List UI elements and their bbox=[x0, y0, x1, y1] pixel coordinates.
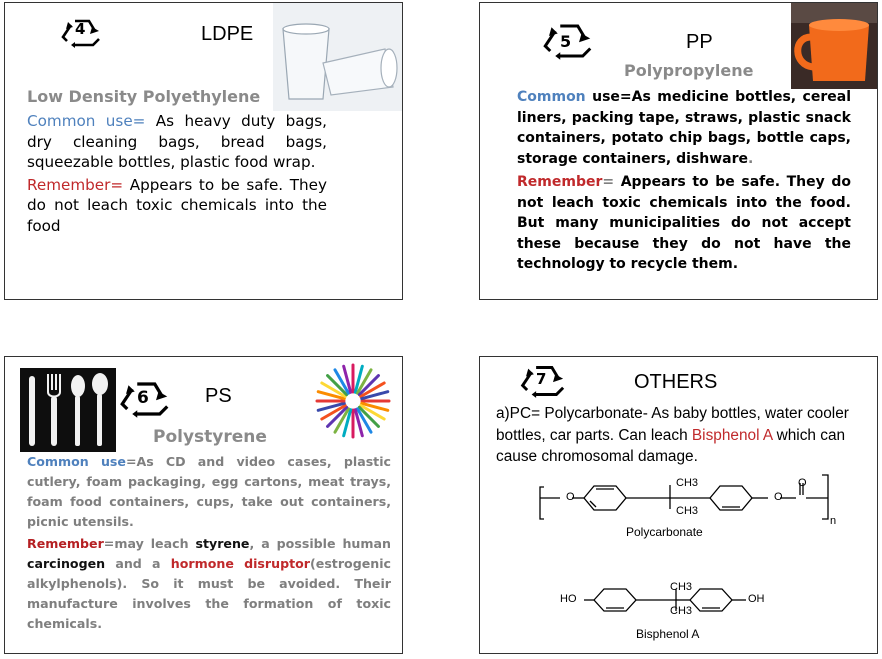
polycarbonate-caption: Polycarbonate bbox=[626, 525, 703, 539]
card-title: LDPE bbox=[201, 23, 254, 45]
card-body bbox=[27, 452, 391, 634]
remember-paragraph bbox=[27, 175, 327, 237]
remember-label: Remember= bbox=[27, 175, 124, 194]
card-body bbox=[27, 111, 327, 236]
common-use-paragraph bbox=[27, 111, 327, 173]
card-subtitle: Low Density Polyethylene bbox=[27, 87, 261, 106]
card-title: PP bbox=[686, 31, 713, 53]
pc-text-2: which can cause chromosomal damage. bbox=[496, 426, 846, 465]
resin-code: 6 bbox=[137, 388, 149, 408]
remember-label: Remember bbox=[27, 536, 104, 551]
colorful-cutlery-wheel-image bbox=[313, 361, 393, 441]
common-use-text: As medicine bottles, cereal liners, packing tape, straws, plastic snack containers, potato chip bags, bottle caps, storage containers, dishware bbox=[517, 89, 851, 167]
ldpe-card bbox=[4, 2, 403, 300]
pc-text-1: a)PC= Polycarbonate- As baby bottles, water cooler bottles, car parts. Can leach bbox=[496, 405, 849, 444]
card-title: OTHERS bbox=[634, 371, 718, 393]
carcinogen-term: carcinogen bbox=[27, 556, 106, 571]
remember-eq: = bbox=[602, 174, 615, 190]
carbonyl-oxygen-label: O bbox=[798, 477, 807, 489]
card-subtitle: Polypropylene bbox=[624, 61, 754, 80]
orange-mug-image bbox=[791, 3, 878, 89]
common-use-end: . bbox=[748, 150, 754, 167]
remember-label: Remember bbox=[517, 174, 603, 190]
pc-paragraph bbox=[496, 403, 868, 468]
hydroxyl-right-label: OH bbox=[748, 593, 765, 605]
remember-text-1: =may leach bbox=[103, 536, 196, 551]
remember-text-2: , a possible human bbox=[249, 536, 391, 551]
common-label: Common bbox=[517, 89, 586, 105]
remember-text-4: (estrogenic alkylphenols). So it must be avoided. Their manufacture involves the formation of toxic chemicals. bbox=[27, 556, 391, 631]
remember-text-3: and a bbox=[105, 556, 171, 571]
card-subtitle: Polystyrene bbox=[153, 427, 267, 447]
resin-code: 4 bbox=[75, 20, 86, 38]
use-label: use bbox=[88, 454, 126, 469]
styrene-term: styrene bbox=[195, 536, 250, 551]
resin-code: 7 bbox=[536, 370, 547, 388]
common-use-paragraph bbox=[27, 452, 391, 532]
remember-text: Appears to be safe. They do not leach toxic chemicals into the food bbox=[27, 175, 327, 235]
methyl-bottom-label: CH3 bbox=[676, 505, 699, 517]
use-label: use= bbox=[585, 89, 632, 105]
common-use-label: Common use= bbox=[27, 112, 146, 130]
pp-card bbox=[479, 2, 878, 300]
plastic-cups-image bbox=[273, 3, 403, 111]
oxygen-label: O bbox=[566, 491, 575, 503]
hydroxyl-left-label: HO bbox=[560, 593, 577, 605]
remember-paragraph bbox=[517, 172, 851, 275]
card-body bbox=[517, 87, 851, 275]
card-title: PS bbox=[205, 385, 232, 407]
hormone-disruptor-term: hormone disruptor bbox=[170, 556, 311, 571]
common-label: Common bbox=[27, 454, 89, 469]
ps-card bbox=[4, 356, 403, 654]
others-card bbox=[479, 356, 878, 654]
repeat-unit-n-label: n bbox=[830, 515, 837, 527]
methyl-top-label: CH3 bbox=[670, 581, 693, 593]
bisphenol-a-caption: Bisphenol A bbox=[636, 627, 700, 641]
methyl-top-label: CH3 bbox=[676, 477, 699, 489]
common-use-text: As heavy duty bags, dry cleaning bags, bread bags, squeezable bottles, plastic food wrap. bbox=[27, 112, 327, 171]
methyl-bottom-label: CH3 bbox=[670, 605, 693, 617]
oxygen-label: O bbox=[774, 491, 783, 503]
common-use-paragraph bbox=[517, 87, 851, 169]
plastic-cutlery-image bbox=[20, 368, 116, 452]
remember-text: Appears to be safe. They do not leach toxic chemicals into the food. But many municipalities do not accept these because they do not have the technology to recycle them. bbox=[517, 174, 851, 272]
remember-paragraph bbox=[27, 534, 391, 634]
resin-code: 5 bbox=[560, 32, 572, 51]
card-body bbox=[496, 403, 868, 468]
bisphenol-term: Bisphenol A bbox=[691, 426, 773, 444]
common-use-text: =As CD and video cases, plastic cutlery, foam packaging, egg cartons, meat trays, foam food containers, cups, take out containers, picnic utensils. bbox=[27, 454, 391, 529]
